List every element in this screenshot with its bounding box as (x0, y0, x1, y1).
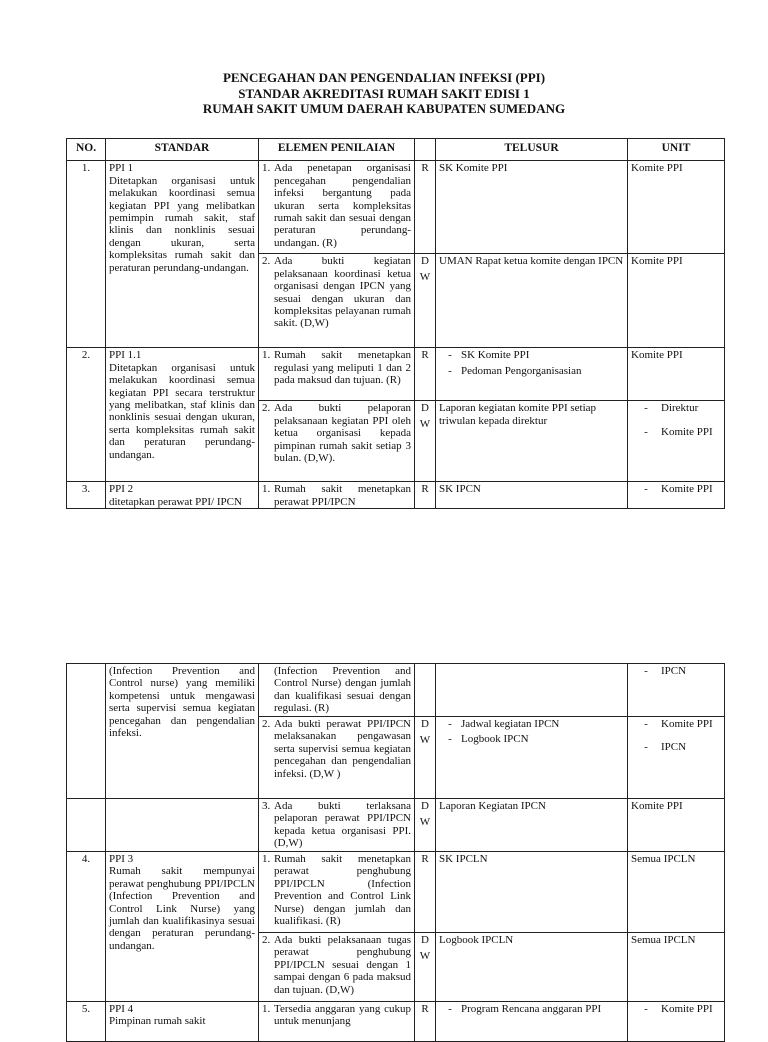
row-number: 4. (67, 852, 106, 1002)
list-item (631, 402, 721, 414)
table-row (67, 482, 725, 509)
table-row (67, 664, 725, 717)
elemen-cell (259, 664, 415, 717)
standar-code: PPI 1 (109, 162, 134, 175)
row-number: 5. (67, 1002, 106, 1042)
standar-cell (106, 852, 259, 1002)
elemen-number: 1. (262, 162, 271, 175)
list-item (631, 1003, 721, 1015)
code-cell (415, 933, 436, 1002)
bullet-dash: - (448, 1003, 452, 1015)
code-cell (415, 799, 436, 852)
telusur-cell: Laporan Kegiatan IPCN (436, 799, 628, 852)
unit-item: IPCN (661, 741, 687, 754)
header-standar: STANDAR (106, 139, 259, 161)
elemen-cell (259, 401, 415, 482)
unit-cell (628, 664, 725, 717)
elemen-number: 2. (262, 718, 271, 730)
bullet-dash: - (644, 425, 648, 438)
header-no: NO. (67, 139, 106, 161)
unit-item: Komite PPI (661, 1003, 713, 1015)
code-d: D (421, 402, 429, 415)
telusur-cell: Laporan kegiatan komite PPI setiap triwulan kepada direktur (436, 401, 628, 482)
elemen-text: Ada bukti perawat PPI/IPCN melaksanakan pengawasan serta supervisi semua kegiatan pencegahan dan pengendalian infeksi. (D,W ) (274, 718, 411, 780)
list-item (631, 665, 721, 677)
bullet-dash: - (448, 349, 452, 362)
elemen-number: 1. (262, 349, 271, 362)
telusur-cell (436, 664, 628, 717)
elemen-cell (259, 482, 415, 509)
table-header-row (67, 139, 725, 161)
standar-cell (106, 664, 259, 799)
code-cell (415, 161, 436, 254)
header-unit: UNIT (628, 139, 725, 161)
elemen-cell (259, 717, 415, 799)
standar-code: PPI 2 (109, 483, 134, 496)
code-r: R (421, 349, 429, 362)
list-item (439, 733, 624, 745)
row-number (67, 799, 106, 852)
code-r: R (421, 853, 429, 865)
elemen-number: 3. (262, 800, 271, 812)
elemen-number: 1. (262, 1003, 271, 1015)
elemen-text: Rumah sakit menetapkan perawat PPI/IPCN (274, 483, 411, 508)
unit-item: Komite PPI (661, 425, 713, 438)
standar-text: Ditetapkan organisasi untuk melakukan koordinasi semua kegiatan PPI secara terstruktur yang melibatkan, staf klinis dan nonklinis sesuai dengan ukuran, serta kompleksitas rumah sakit dan peraturan perundang-undangan. (109, 361, 255, 461)
standar-cell (106, 482, 259, 509)
telusur-cell (436, 1002, 628, 1042)
unit-item: Komite PPI (661, 483, 713, 496)
unit-cell (628, 717, 725, 799)
document-title (0, 70, 768, 117)
bullet-dash: - (448, 364, 452, 377)
code-cell (415, 717, 436, 799)
elemen-text: Ada penetapan organisasi pencegahan pengendalian infeksi bergantung pada ukuran serta kompleksitas rumah sakit dan sesuai dengan peraturan perundang-undangan. (R) (274, 162, 411, 249)
telusur-cell: UMAN Rapat ketua komite dengan IPCN (436, 254, 628, 348)
standar-code: PPI 1.1 (109, 349, 142, 362)
title-line-3: RUMAH SAKIT UMUM DAERAH KABUPATEN SUMEDANG (202, 101, 566, 116)
standar-text: Pimpinan rumah sakit (109, 1015, 206, 1028)
code-r: R (421, 162, 429, 175)
elemen-number: 1. (262, 853, 271, 865)
elemen-cell (259, 348, 415, 401)
row-number (67, 664, 106, 799)
ppi-table-page-1 (66, 138, 725, 509)
list-item (439, 349, 624, 361)
table-row (67, 348, 725, 401)
list-item (439, 1003, 624, 1015)
elemen-text: (Infection Prevention and Control Nurse) dengan jumlah dan kualifikasi sesuai dengan regulasi. (R) (274, 665, 411, 715)
unit-cell: Semua IPCLN (628, 852, 725, 933)
code-cell (415, 1002, 436, 1042)
standar-cell (106, 1002, 259, 1042)
telusur-item: Pedoman Pengorganisasian (461, 364, 582, 377)
elemen-cell (259, 852, 415, 933)
table-row (67, 799, 725, 852)
standar-text: Ditetapkan organisasi untuk melakukan koordinasi semua kegiatan PPI yang melibatkan pemimpin rumah sakit, staf klinis dan nonklinis sesuai dengan ukuran, serta kompleksitas rumah sakit dan peraturan perundang-undangan. (109, 174, 255, 274)
elemen-number: 2. (262, 934, 271, 946)
code-d: D (421, 800, 429, 812)
bullet-dash: - (644, 402, 648, 415)
list-item (631, 718, 721, 730)
code-cell (415, 348, 436, 401)
elemen-cell (259, 254, 415, 348)
row-number: 1. (67, 161, 106, 348)
unit-cell: Semua IPCLN (628, 933, 725, 1002)
bullet-dash: - (644, 665, 648, 677)
code-w: W (419, 418, 431, 431)
standar-text: (Infection Prevention and Control nurse) yang memiliki kompetensi untuk mengawasi serta supervisi semua kegiatan pencegahan dan pengendalian infeksi. (109, 665, 255, 740)
list-item (631, 483, 721, 495)
telusur-cell: SK Komite PPI (436, 161, 628, 254)
elemen-text: Ada bukti pelaksanaan tugas perawat penghubung PPI/IPCLN sesuai dengan 1 sampai dengan 6 pada maksud dan tujuan. (D,W) (274, 934, 411, 996)
elemen-number: 1. (262, 483, 271, 496)
elemen-cell (259, 933, 415, 1002)
header-elemen: ELEMEN PENILAIAN (259, 139, 415, 161)
unit-cell (628, 1002, 725, 1042)
telusur-cell (436, 348, 628, 401)
bullet-dash: - (448, 718, 452, 730)
code-r: R (421, 1003, 429, 1015)
telusur-cell (436, 717, 628, 799)
list-item (439, 365, 624, 377)
ppi-table-page-2 (66, 663, 725, 1042)
telusur-cell: Logbook IPCLN (436, 933, 628, 1002)
elemen-text: Tersedia anggaran yang cukup untuk menunjang (274, 1003, 411, 1028)
standar-cell (106, 799, 259, 852)
standar-text: Rumah sakit mempunyai perawat penghubung PPI/IPCLN (Infection Prevention and Control Link Nurse) yang jumlah dan kualifikasinya sesuai dengan peraturan perundang-undangan. (109, 865, 255, 952)
unit-cell (628, 401, 725, 482)
table-row (67, 161, 725, 254)
standar-code: PPI 4 (109, 1003, 134, 1015)
elemen-text: Ada bukti kegiatan pelaksanaan koordinasi ketua organisasi dengan IPCN yang sesuai dengan ukuran dan kompleksitas pelayanan rumah sakit. (D,W) (274, 255, 411, 330)
telusur-item: Jadwal kegiatan IPCN (461, 718, 560, 730)
table-row (67, 852, 725, 933)
unit-cell: Komite PPI (628, 161, 725, 254)
row-number: 3. (67, 482, 106, 509)
bullet-dash: - (644, 483, 648, 496)
unit-item: Komite PPI (661, 718, 713, 730)
code-cell (415, 254, 436, 348)
standar-code: PPI 3 (109, 853, 134, 865)
bullet-dash: - (644, 1003, 648, 1015)
code-cell (415, 482, 436, 509)
title-line-1: PENCEGAHAN DAN PENGENDALIAN INFEKSI (PPI) (222, 70, 546, 85)
telusur-item: Program Rencana anggaran PPI (461, 1003, 602, 1015)
elemen-number: 2. (262, 255, 271, 268)
code-d: D (421, 255, 429, 268)
elemen-text: Rumah sakit menetapkan regulasi yang meliputi 1 dan 2 pada maksud dan tujuan. (R) (274, 349, 411, 387)
row-number: 2. (67, 348, 106, 482)
telusur-item: SK Komite PPI (461, 349, 530, 362)
list-item (631, 741, 721, 753)
elemen-number: 2. (262, 402, 271, 415)
telusur-cell: SK IPCN (436, 482, 628, 509)
table-row (67, 1002, 725, 1042)
unit-item: IPCN (661, 665, 687, 677)
standar-text: ditetapkan perawat PPI/ IPCN (109, 495, 242, 508)
list-item (631, 426, 721, 438)
standar-cell (106, 348, 259, 482)
header-telusur: TELUSUR (436, 139, 628, 161)
elemen-cell (259, 161, 415, 254)
telusur-item: Logbook IPCN (461, 733, 529, 746)
unit-item: Direktur (661, 402, 699, 415)
bullet-dash: - (644, 741, 648, 754)
code-w: W (419, 950, 431, 962)
telusur-cell: SK IPCLN (436, 852, 628, 933)
code-cell (415, 664, 436, 717)
code-cell (415, 852, 436, 933)
code-d: D (421, 718, 429, 730)
bullet-dash: - (448, 733, 452, 746)
elemen-cell (259, 799, 415, 852)
code-w: W (419, 816, 431, 828)
code-w: W (419, 271, 431, 284)
unit-cell: Komite PPI (628, 348, 725, 401)
list-item (439, 718, 624, 730)
standar-cell (106, 161, 259, 348)
code-d: D (421, 934, 429, 946)
code-cell (415, 401, 436, 482)
elemen-cell (259, 1002, 415, 1042)
elemen-text: Ada bukti pelaporan pelaksanaan kegiatan PPI oleh ketua organisasi kepada pimpinan rumah sakit setiap 3 bulan. (D,W). (274, 402, 411, 465)
unit-cell: Komite PPI (628, 254, 725, 348)
code-r: R (421, 483, 429, 496)
code-w: W (419, 734, 431, 746)
unit-cell: Komite PPI (628, 799, 725, 852)
unit-cell (628, 482, 725, 509)
bullet-dash: - (644, 718, 648, 730)
elemen-text: Rumah sakit menetapkan perawat penghubung PPI/IPCLN (Infection Prevention and Control Link Nurse) dengan jumlah dan kualifikasi. (R) (274, 853, 411, 928)
header-code (415, 139, 436, 161)
title-line-2: STANDAR AKREDITASI RUMAH SAKIT EDISI 1 (238, 85, 530, 101)
elemen-text: Ada bukti terlaksana pelaporan perawat PPI/IPCN kepada ketua organisasi PPI. (D,W) (274, 800, 411, 850)
